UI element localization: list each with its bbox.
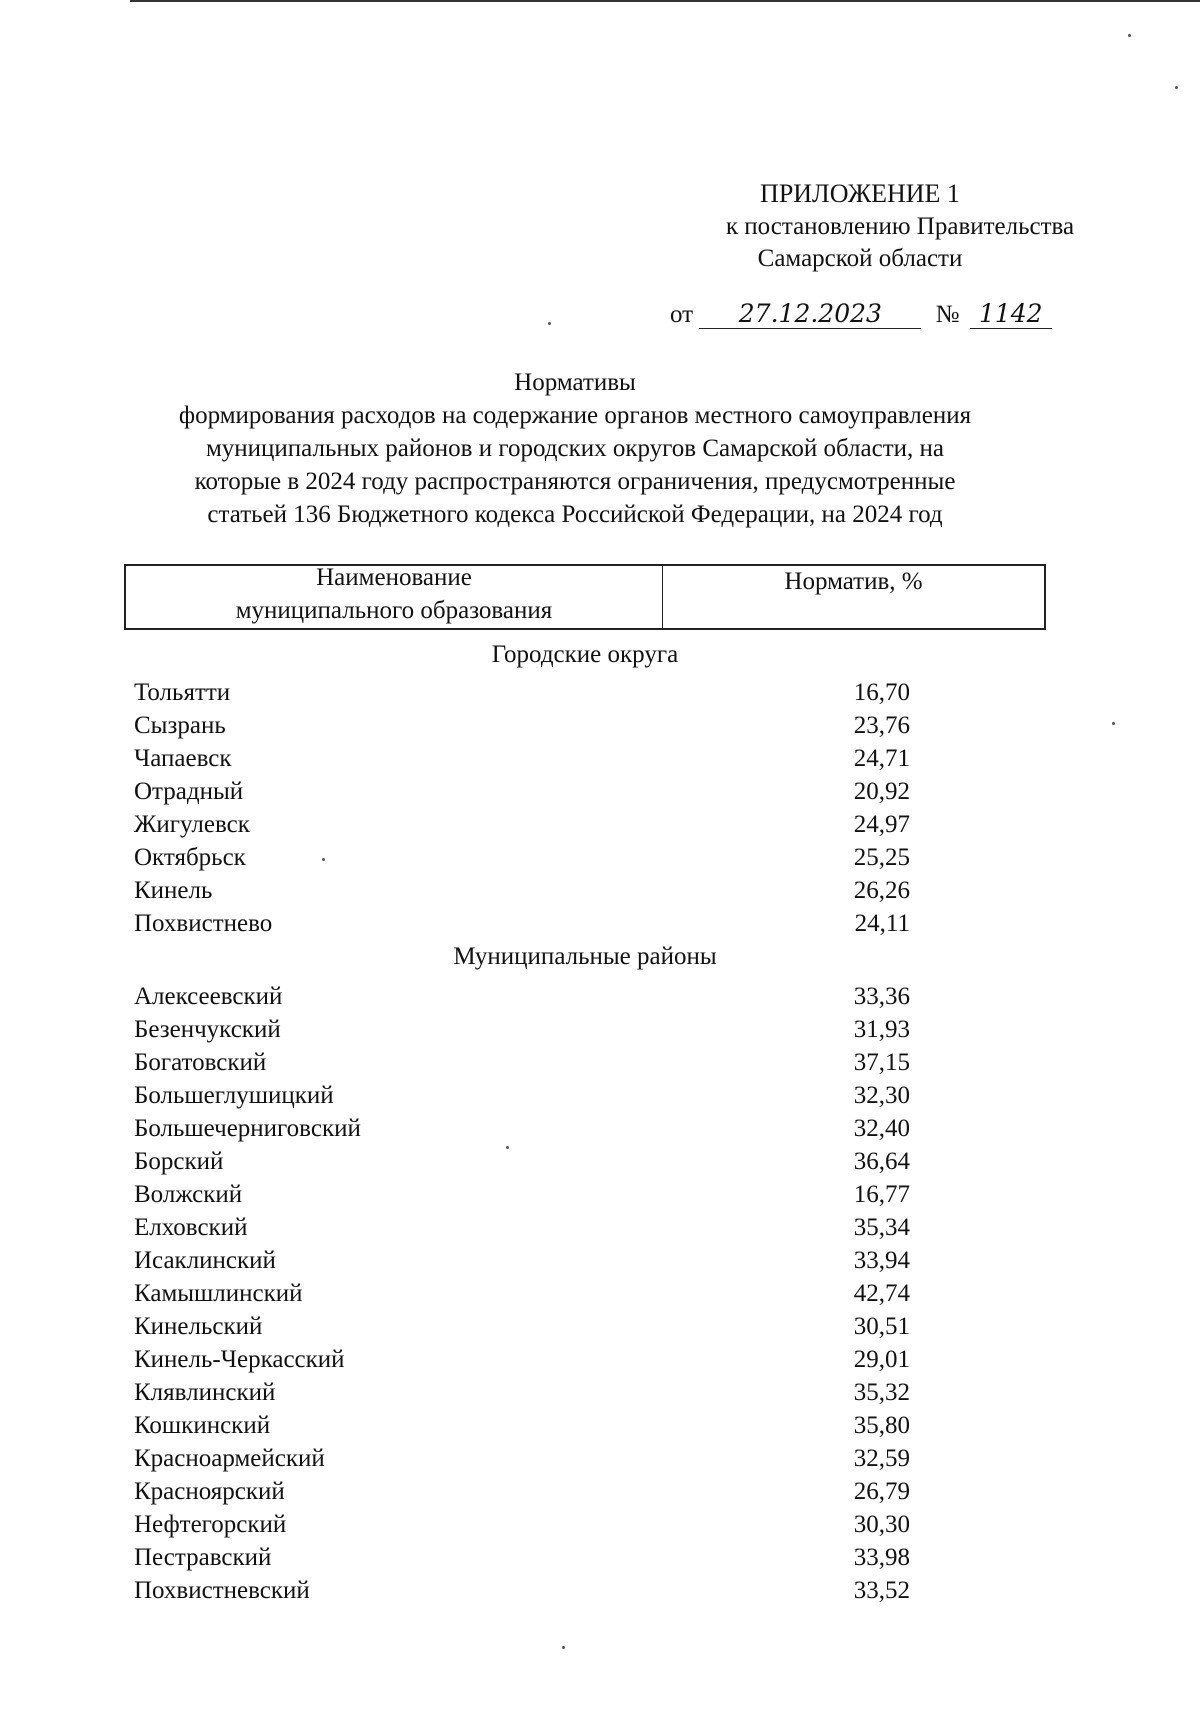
row-value: 25,25 bbox=[853, 844, 910, 871]
table-row bbox=[134, 1475, 934, 1508]
table-row bbox=[134, 980, 934, 1013]
table-row bbox=[134, 709, 934, 742]
table-row bbox=[134, 907, 934, 940]
row-name: Нефтегорский bbox=[134, 1511, 287, 1538]
row-value: 26,26 bbox=[853, 877, 910, 904]
scan-speck bbox=[562, 1646, 565, 1649]
row-value: 35,32 bbox=[853, 1379, 910, 1406]
row-value: 32,40 bbox=[853, 1115, 910, 1142]
table-row bbox=[134, 1013, 934, 1046]
row-value: 33,52 bbox=[853, 1577, 910, 1604]
table-row bbox=[134, 1574, 934, 1607]
table-row bbox=[134, 1541, 934, 1574]
table-row bbox=[134, 676, 934, 709]
heading-line: муниципальных районов и городских округов Самарской области, на bbox=[205, 435, 945, 462]
row-name: Исаклинский bbox=[134, 1247, 276, 1274]
row-value: 32,59 bbox=[853, 1445, 910, 1472]
row-name: Отрадный bbox=[134, 778, 244, 805]
city-districts-list bbox=[134, 676, 934, 940]
table-row bbox=[134, 1046, 934, 1079]
section-title-city-districts: Городские округа bbox=[491, 641, 679, 668]
row-value: 16,70 bbox=[853, 679, 910, 706]
row-value: 35,80 bbox=[853, 1412, 910, 1439]
table-row bbox=[134, 775, 934, 808]
row-name: Пестравский bbox=[134, 1544, 272, 1571]
table-row bbox=[134, 1508, 934, 1541]
document-heading bbox=[100, 366, 1050, 531]
table-row bbox=[134, 1211, 934, 1244]
scan-speck bbox=[1128, 34, 1131, 37]
annex-reference: к постановлению Правительства bbox=[725, 213, 1075, 240]
row-value: 32,30 bbox=[853, 1082, 910, 1109]
table-header bbox=[124, 564, 1046, 630]
row-value: 30,30 bbox=[853, 1511, 910, 1538]
row-name: Большечерниговский bbox=[134, 1115, 361, 1142]
row-value: 37,15 bbox=[853, 1049, 910, 1076]
row-name: Безенчукский bbox=[134, 1016, 281, 1043]
scan-speck bbox=[1175, 86, 1178, 89]
annex-title: ПРИЛОЖЕНИЕ 1 bbox=[760, 179, 960, 208]
table-row bbox=[134, 1178, 934, 1211]
table-row bbox=[134, 808, 934, 841]
row-value: 30,51 bbox=[853, 1313, 910, 1340]
resolution-number: 1142 bbox=[970, 300, 1052, 329]
table-row bbox=[134, 1376, 934, 1409]
row-name: Жигулевск bbox=[134, 811, 250, 838]
row-value: 42,74 bbox=[853, 1280, 910, 1307]
row-value: 36,64 bbox=[853, 1148, 910, 1175]
row-value: 33,98 bbox=[853, 1544, 910, 1571]
row-name: Волжский bbox=[134, 1181, 243, 1208]
table-row bbox=[134, 1145, 934, 1178]
column-header-norm: Норматив, % bbox=[784, 568, 923, 595]
row-name: Большеглушицкий bbox=[134, 1082, 334, 1109]
row-name: Борский bbox=[134, 1148, 224, 1175]
row-value: 23,76 bbox=[853, 712, 910, 739]
row-name: Кошкинский bbox=[134, 1412, 271, 1439]
row-name: Похвистневский bbox=[134, 1577, 310, 1604]
row-value: 24,11 bbox=[854, 910, 910, 937]
row-name: Богатовский bbox=[134, 1049, 267, 1076]
row-value: 26,79 bbox=[853, 1478, 910, 1505]
heading-line: статьей 136 Бюджетного кодекса Российской Федерации, на 2024 год bbox=[207, 501, 943, 528]
row-name: Кинель-Черкасский bbox=[134, 1346, 345, 1373]
row-name: Кинель bbox=[134, 877, 213, 904]
row-value: 20,92 bbox=[853, 778, 910, 805]
table-row bbox=[134, 841, 934, 874]
row-name: Алексеевский bbox=[134, 983, 283, 1010]
row-name: Елховский bbox=[134, 1214, 248, 1241]
column-header-name-line2: муниципального образования bbox=[235, 597, 553, 624]
resolution-date-line bbox=[670, 300, 1052, 332]
scan-speck bbox=[548, 322, 551, 325]
table-row bbox=[134, 1409, 934, 1442]
table-row bbox=[134, 1343, 934, 1376]
row-name: Октябрьск bbox=[134, 844, 246, 871]
row-name: Похвистнево bbox=[134, 910, 273, 937]
row-name: Тольятти bbox=[134, 679, 231, 706]
table-row bbox=[134, 742, 934, 775]
section-title-municipal-districts: Муниципальные районы bbox=[453, 943, 717, 970]
table-row bbox=[134, 1310, 934, 1343]
column-header-name-line1: Наименование bbox=[316, 564, 472, 591]
row-value: 35,34 bbox=[853, 1214, 910, 1241]
table-row bbox=[134, 1277, 934, 1310]
row-value: 31,93 bbox=[853, 1016, 910, 1043]
row-value: 16,77 bbox=[853, 1181, 910, 1208]
row-name: Красноярский bbox=[134, 1478, 285, 1505]
number-prefix: № bbox=[935, 301, 960, 328]
table-row bbox=[134, 1244, 934, 1277]
table-row bbox=[134, 1079, 934, 1112]
row-name: Красноармейский bbox=[134, 1445, 325, 1472]
row-value: 33,36 bbox=[853, 983, 910, 1010]
scan-speck bbox=[1112, 722, 1115, 725]
resolution-date: 27.12.2023 bbox=[699, 300, 921, 329]
row-value: 33,94 bbox=[853, 1247, 910, 1274]
column-header-name bbox=[126, 566, 663, 628]
annex-region: Самарской области bbox=[757, 245, 963, 272]
row-name: Чапаевск bbox=[134, 745, 232, 772]
row-name: Сызрань bbox=[134, 712, 226, 739]
heading-line: Нормативы bbox=[514, 369, 636, 396]
scan-top-edge bbox=[130, 0, 1200, 2]
row-value: 24,71 bbox=[853, 745, 910, 772]
heading-line: которые в 2024 году распространяются ограничения, предусмотренные bbox=[194, 468, 956, 495]
row-value: 24,97 bbox=[853, 811, 910, 838]
table-row bbox=[134, 874, 934, 907]
table-row bbox=[134, 1112, 934, 1145]
row-name: Камышлинский bbox=[134, 1280, 303, 1307]
table-row bbox=[134, 1442, 934, 1475]
date-prefix: от bbox=[670, 301, 694, 328]
heading-line: формирования расходов на содержание органов местного самоуправления bbox=[178, 402, 972, 429]
row-name: Кинельский bbox=[134, 1313, 263, 1340]
municipal-districts-list bbox=[134, 980, 934, 1607]
row-name: Клявлинский bbox=[134, 1379, 276, 1406]
row-value: 29,01 bbox=[853, 1346, 910, 1373]
